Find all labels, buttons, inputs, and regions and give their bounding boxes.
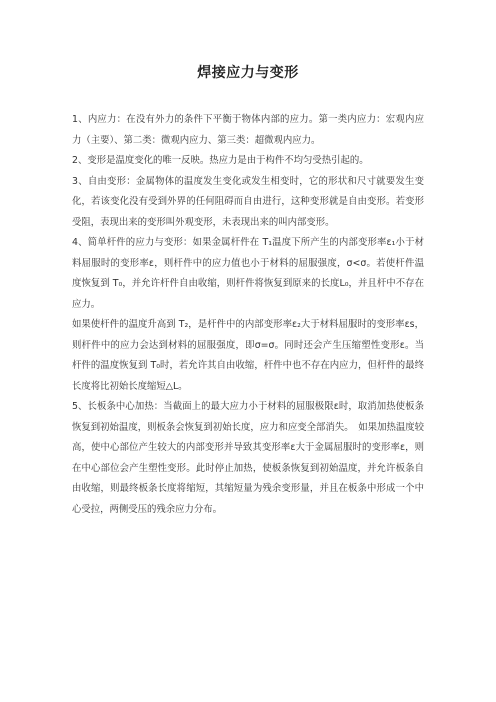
document-title: 焊接应力与变形 <box>197 65 299 81</box>
paragraph-simple-rod: 4、简单杆件的应力与变形：如果金属杆件在 T₁温度下所产生的内部变形率ε₁小于材料屈服时的变形率ε，则杆件中的应力值也小于材料的屈服强度，σ<σ。若使杆件温度恢复到 T₀，并允许杆件自由收缩，则杆件将恢复到原来的长度L₀，并且杆中不存在应力。 <box>72 237 424 310</box>
paragraph-plate-heating: 5、长板条中心加热：当截面上的最大应力小于材料的屈服极限ε时，取消加热使板条恢复到初始温度，则板条会恢复到初始长度，应力和应变全部消失。 如果加热温度较高，使中心部位产生较大的内部变形并导致其变形率ε大于金属屈服时的变形率ε，则在中心部位会产生塑性变形。此时停止加热，使板条恢复到初始温度，并允许板条自由收缩，则最终板条长度将缩短，其缩短量为残余变形量，并且在板条中形成一个中心受拉，两侧受压的残余应力分布。 <box>72 401 424 515</box>
paragraph-internal-stress: 1、内应力：在没有外力的条件下平衡于物体内部的应力。第一类内应力：宏观内应力（主要）、第二类：微观内应力、第三类：超微观内应力。 <box>72 114 424 146</box>
paragraph-deformation: 2、变形是温度变化的唯一反映。热应力是由于构件不均匀受热引起的。 <box>72 155 369 166</box>
paragraph-free-deformation: 3、自由变形：金属物体的温度发生变化或发生相变时，它的形状和尺寸就要发生变化，若该变化没有受到外界的任何阻碍而自由进行，这种变形就是自由变形。若变形受阻，表现出来的变形叫外观变形，未表现出来的叫内部变形。 <box>72 175 424 228</box>
paragraph-rod-heating-t2: 如果使杆件的温度升高到 T₂，是杆件中的内部变形率ε₂大于材料屈服时的变形率εs，则杆件中的应力会达到材料的屈服强度，即σ=σ。同时还会产生压缩塑性变形ε。当杆件的温度恢复到 T₀时，若允许其自由收缩，杆件中也不存在内应力，但杆件的最终长度将比初始长度缩短△L。 <box>72 319 424 392</box>
